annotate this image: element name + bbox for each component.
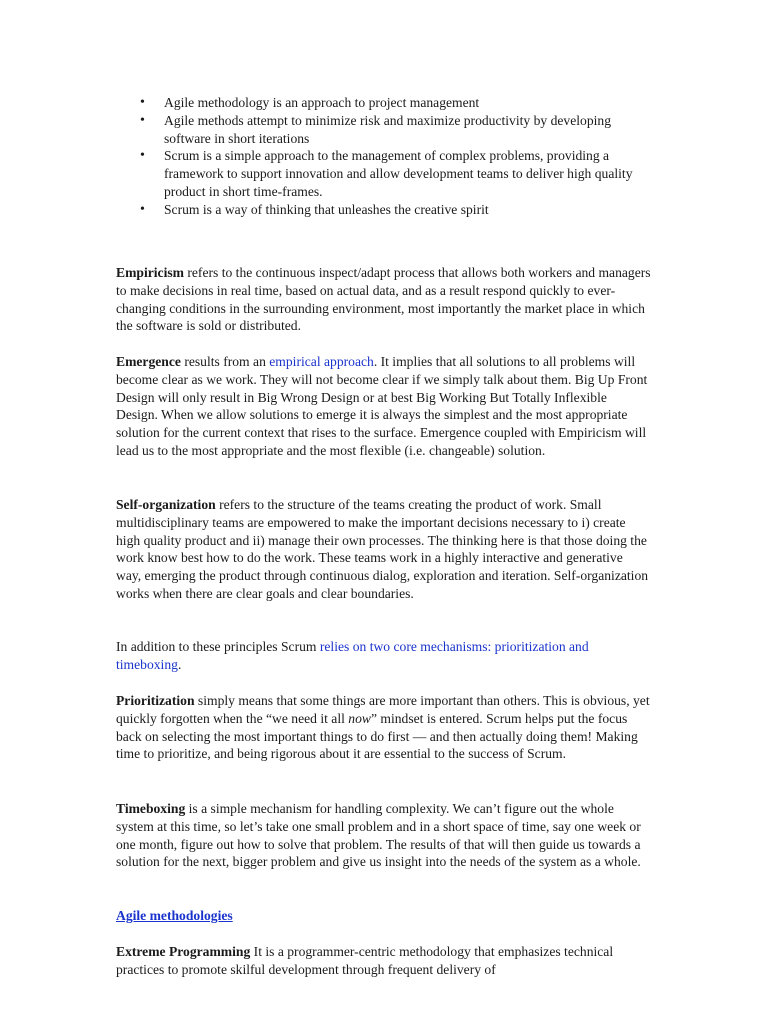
prioritization-paragraph xyxy=(116,692,651,763)
bullet-item: • Agile methods attempt to minimize risk and maximize productivity by developing software in short iterations xyxy=(116,112,636,148)
self-organization-paragraph xyxy=(116,496,651,603)
prioritization-italic: now xyxy=(348,710,371,726)
empiricism-paragraph xyxy=(116,264,651,335)
extreme-programming-paragraph xyxy=(116,943,651,979)
core-mechanisms-paragraph xyxy=(116,638,651,674)
emergence-paragraph xyxy=(116,353,651,460)
self-organization-text: refers to the structure of the teams creating the product of work. Small multidisciplinary teams are empowered to make the important decisions necessary to i) create high quality product and ii) manage their own processes. The thinking here is that those doing the work know best how to do the work. These teams work in a highly interactive and generative way, emerging the product through continuous dialog, exploration and iteration. Self-organization works when there are clear goals and clear boundaries. xyxy=(116,497,649,601)
core-mechanisms-text: In addition to these principles Scrum xyxy=(116,639,320,654)
self-organization-term: Self-organization xyxy=(116,497,216,512)
prioritization-text-1: simply means that some things are more important than others. This is obvious, yet quickly forgotten when the “we need it all xyxy=(116,693,650,726)
bullet-list xyxy=(116,94,636,219)
agile-methodologies-link[interactable]: Agile methodologies xyxy=(116,908,233,923)
empiricism-term: Empiricism xyxy=(116,265,184,280)
prioritization-term: Prioritization xyxy=(116,693,195,708)
prioritization-text-2: ” mindset is entered. Scrum helps put the focus back on selecting the most important things to do first — and then actually doing them! Making time to prioritize, and being rigorous about it are essential to the success of Scrum. xyxy=(116,710,638,762)
extreme-programming-term: Extreme Programming xyxy=(116,944,251,959)
timeboxing-term: Timeboxing xyxy=(116,801,186,816)
core-mechanisms-end: . xyxy=(177,656,182,672)
agile-methodologies-heading xyxy=(116,907,651,925)
bullet-item: • Scrum is a simple approach to the management of complex problems, providing a framework to support innovation and allow development teams to deliver high quality product in short time-frames. xyxy=(116,147,636,200)
bullet-item: • Agile methodology is an approach to project management xyxy=(116,94,636,112)
timeboxing-paragraph xyxy=(116,800,651,871)
timeboxing-text: is a simple mechanism for handling complexity. We can’t figure out the whole system at this time, so let’s take one small problem and in a short space of time, say one week or one month, figure out how to solve that problem. The results of that will then guide us towards a solution for the next, bigger problem and give us insight into the needs of the system as a whole. xyxy=(116,801,641,870)
extreme-programming-text: It is a programmer-centric methodology that emphasizes technical practices to promote skilful development through frequent delivery of xyxy=(116,944,614,977)
empirical-approach-link[interactable]: empirical approach xyxy=(269,354,374,369)
bullet-item: • Scrum is a way of thinking that unleashes the creative spirit xyxy=(116,201,636,219)
emergence-text-1: results from an xyxy=(180,354,270,369)
core-mechanisms-link[interactable]: relies on two core mechanisms: prioritization and timeboxing xyxy=(116,639,589,672)
emergence-term: Emergence xyxy=(116,354,181,369)
empiricism-text: refers to the continuous inspect/adapt process that allows both workers and managers to make decisions in real time, based on actual data, and as a result respond quickly to ever-changing conditions in the surrounding environment, most importantly the market place in which the software is sold or distributed. xyxy=(116,265,651,334)
emergence-text-2: . It implies that all solutions to all problems will become clear as we work. They will not become clear if we simply talk about them. Big Up Front Design will only result in Big Wrong Design or at best Big Working But Totally Inflexible Design. When we allow solutions to emerge it is always the simplest and the most appropriate solution for the current context that rises to the surface. Emergence coupled with Empiricism will lead us to the most appropriate and the most flexible (i.e. changeable) solution. xyxy=(116,354,648,458)
